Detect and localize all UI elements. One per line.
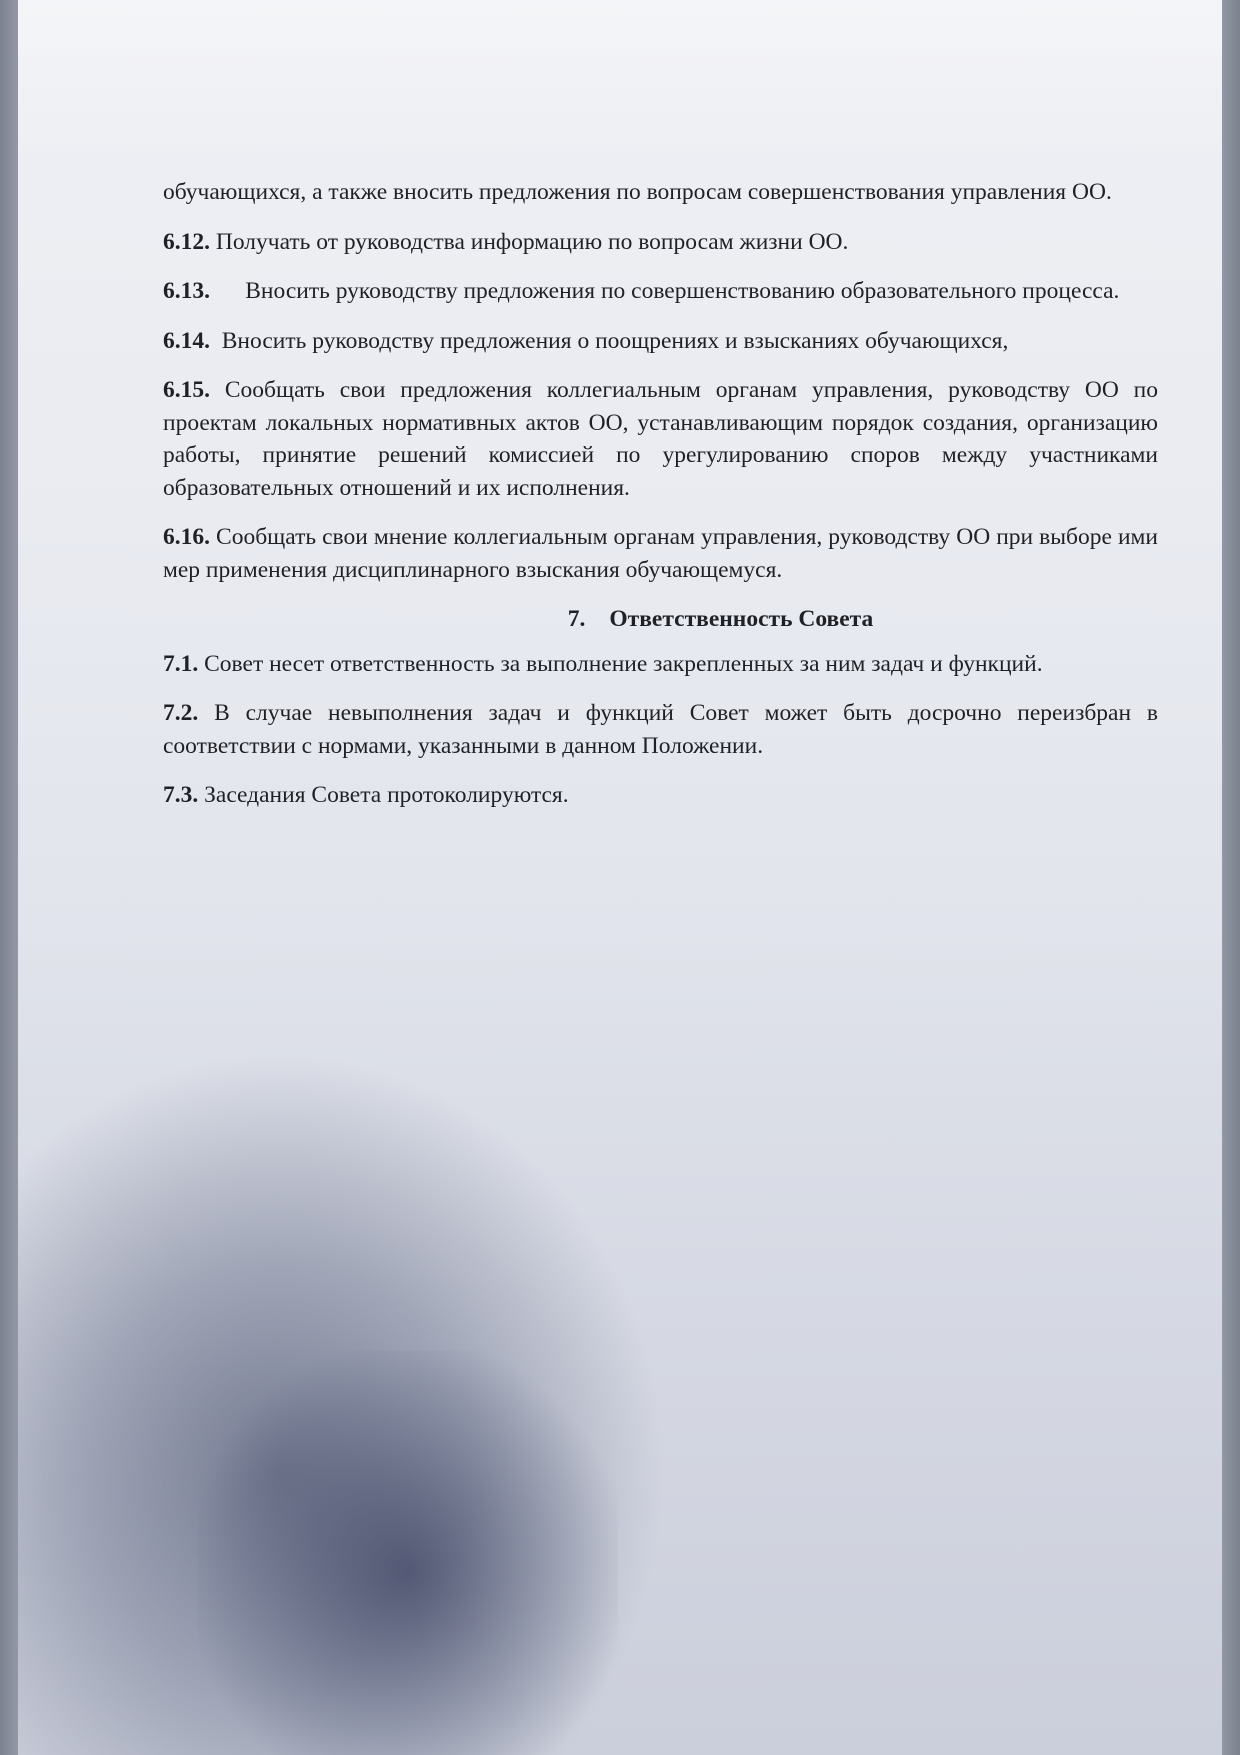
paragraph-7-3 (163, 779, 1158, 812)
paragraph-number: 7.3. (163, 782, 199, 808)
document-sheet (18, 0, 1222, 1755)
lower-shading (18, 900, 1222, 1755)
section-7-heading (163, 603, 1158, 636)
paragraph-text: Вносить руководству предложения по совершенствованию образовательного процесса. (210, 278, 1120, 304)
paragraph-6-15 (163, 374, 1158, 504)
paragraph-7-1 (163, 648, 1158, 681)
paragraph-number: 6.13. (163, 278, 210, 304)
paragraph-6-11-continued (163, 176, 1158, 209)
paragraph-number: 6.14. (163, 327, 210, 354)
paragraph-number: 6.16. (163, 524, 210, 550)
paragraph-text: Сообщать свои мнение коллегиальным органам управления, руководству ОО при выборе ими мер применения дисциплинарного взыскания обучающемуся. (163, 524, 1158, 583)
section-number: 7. (567, 606, 586, 632)
paragraph-number: 7.1. (163, 650, 199, 677)
paragraph-number: 6.12. (163, 228, 210, 255)
section-title: Ответственность Совета (609, 606, 874, 632)
paragraph-text: Заседания Совета протоколируются. (198, 782, 569, 808)
paragraph-text: Получать от руководства информацию по вопросам жизни ОО. (210, 228, 849, 255)
paragraph-text: Совет несет ответственность за выполнение закрепленных за ним задач и функций. (198, 650, 1043, 677)
hand-shadow (18, 1050, 668, 1755)
paragraph-text: Сообщать свои предложения коллегиальным органам управления, руководству ОО по проектам локальных нормативных актов ОО, устанавливающим порядок создания, организацию работы, принятие решений комиссией по урегулированию споров между участниками образовательных отношений и их исполнения. (163, 377, 1158, 501)
paragraph-text: обучающихся, а также вносить предложения по вопросам совершенствования управления ОО. (163, 179, 1112, 205)
paragraph-number: 6.15. (163, 377, 210, 403)
paragraph-text: Вносить руководству предложения о поощрениях и взысканиях обучающихся, (210, 327, 1009, 354)
paragraph-6-12 (163, 226, 1158, 259)
hand-shadow-core (198, 1350, 618, 1755)
paragraph-7-2 (163, 697, 1158, 762)
light-glare (18, 0, 1222, 160)
paragraph-6-13 (163, 275, 1158, 308)
document-body (163, 176, 1158, 829)
paragraph-text: В случае невыполнения задач и функций Совет может быть досрочно переизбран в соответствии с нормами, указанными в данном Положении. (163, 700, 1158, 759)
paragraph-6-16 (163, 521, 1158, 586)
paragraph-number: 7.2. (163, 700, 199, 726)
paragraph-6-14 (163, 325, 1158, 358)
